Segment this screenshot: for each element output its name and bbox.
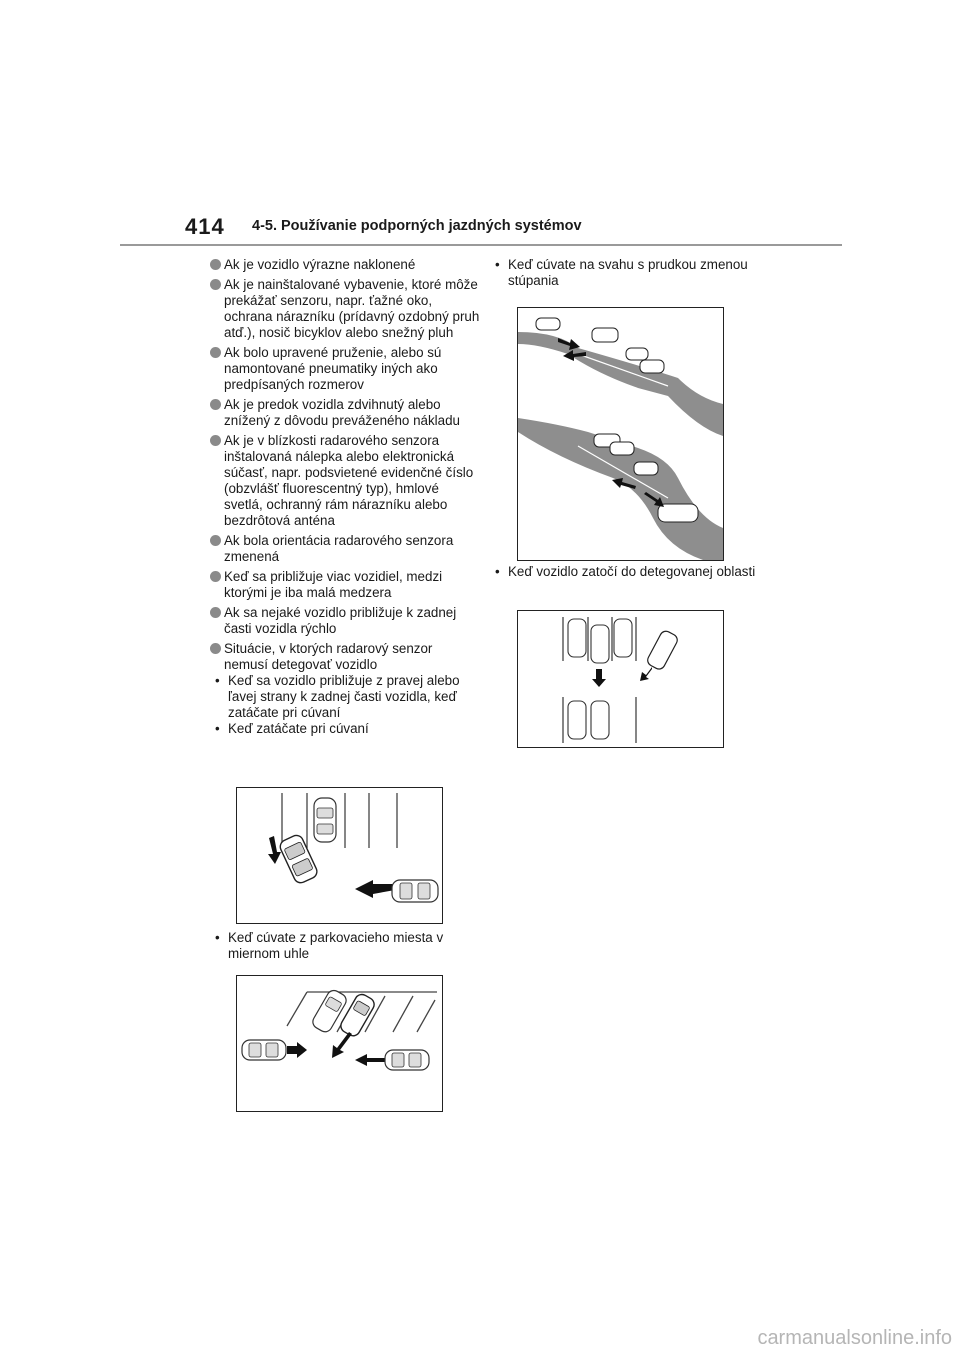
turning-car-icon	[646, 629, 680, 671]
bullet-item: Ak je vozidlo výrazne naklonené	[210, 257, 480, 273]
approaching-car-icon	[392, 880, 438, 902]
bullet-dot-icon	[210, 399, 221, 410]
bullet-dot-icon	[210, 259, 221, 270]
bullet-item: Ak je v blízkosti radarového senzora inštalovaná nálepka alebo elektronická súčasť, napr. podsvietené evidenčné číslo (obzvlášť fluorescentný typ), hmlové svetlá, ochranný rám nárazníku alebo bezdrôtová anténa	[210, 433, 480, 529]
bullet-item: Situácie, v ktorých radarový senzor nemusí detegovať vozidlo	[210, 641, 480, 673]
bullet-item: Ak je nainštalované vybavenie, ktoré môže prekážať senzoru, napr. ťažné oko, ochrana nárazníku (prídavný ozdobný pruh atď.), nosič bicyklov alebo snežný pluh	[210, 277, 480, 341]
right-column	[490, 257, 760, 289]
figure-slope	[517, 307, 724, 561]
diagonal-arrow-icon	[640, 667, 652, 681]
figure-detection-area	[517, 610, 724, 748]
bullet-dot-icon	[210, 643, 221, 654]
right-caption-block	[490, 564, 760, 580]
bullet-dot-icon	[210, 535, 221, 546]
down-arrow-icon	[332, 1032, 352, 1058]
reversing-car-icon	[591, 625, 609, 663]
bullet-item: Ak bola orientácia radarového senzora zmenená	[210, 533, 480, 565]
figure-caption-block	[210, 930, 480, 962]
parked-car-icon	[568, 701, 586, 739]
left-car-icon	[242, 1040, 286, 1060]
bullet-dot-icon	[210, 571, 221, 582]
bullet-dot-icon	[210, 435, 221, 446]
car-icon	[592, 328, 618, 342]
left-arrow-icon	[355, 1054, 385, 1066]
car-icon	[640, 360, 664, 373]
page-number: 414	[185, 214, 225, 239]
bullet-dot-icon	[210, 607, 221, 618]
bullet-item: Ak sa nejaké vozidlo približuje k zadnej časti vozidla rýchlo	[210, 605, 480, 637]
bullet-dot-icon	[210, 347, 221, 358]
watermark: carmanualsonline.info	[757, 1327, 952, 1349]
sub-item: • Keď vozidlo zatočí do detegovanej oblasti	[495, 564, 756, 579]
sub-item: • Keď cúvate na svahu s prudkou zmenou stúpania	[495, 257, 748, 288]
left-arrow-icon	[355, 880, 395, 898]
section-title: 4-5. Používanie podporných jazdných systémov	[252, 218, 582, 234]
parked-car-icon	[591, 701, 609, 739]
parked-car-icon	[614, 619, 632, 657]
figure-reverse-turn	[236, 787, 443, 924]
right-arrow-icon	[287, 1042, 307, 1058]
sub-item: • Keď cúvate z parkovacieho miesta v miernom uhle	[215, 930, 444, 961]
left-column	[210, 257, 480, 737]
parked-car-icon	[314, 798, 336, 842]
parked-car-icon	[568, 619, 586, 657]
sub-item: • Keď sa vozidlo približuje z pravej alebo ľavej strany k zadnej časti vozidla, keď zatáčate pri cúvaní	[215, 673, 460, 720]
car-icon	[626, 348, 648, 360]
sub-item: • Keď zatáčate pri cúvaní	[215, 721, 369, 736]
turn-arrow-icon	[268, 836, 281, 864]
bullet-item: Ak je predok vozidla zdvihnutý alebo znížený z dôvodu preváženého nákladu	[210, 397, 480, 429]
header-divider	[120, 244, 842, 246]
bullet-item: Ak bolo upravené pruženie, alebo sú namontované pneumatiky iných ako predpísaných rozmerov	[210, 345, 480, 393]
approaching-car-icon	[385, 1050, 429, 1070]
bullet-item: Keď sa približuje viac vozidiel, medzi ktorými je iba malá medzera	[210, 569, 480, 601]
car-icon	[536, 318, 560, 330]
reversing-car-icon	[278, 833, 319, 885]
bullet-dot-icon	[210, 279, 221, 290]
down-arrow-icon	[592, 669, 606, 687]
car-icon	[634, 462, 658, 475]
figure-angled-parking	[236, 975, 443, 1112]
car-icon	[610, 442, 634, 455]
car-icon	[658, 504, 698, 522]
